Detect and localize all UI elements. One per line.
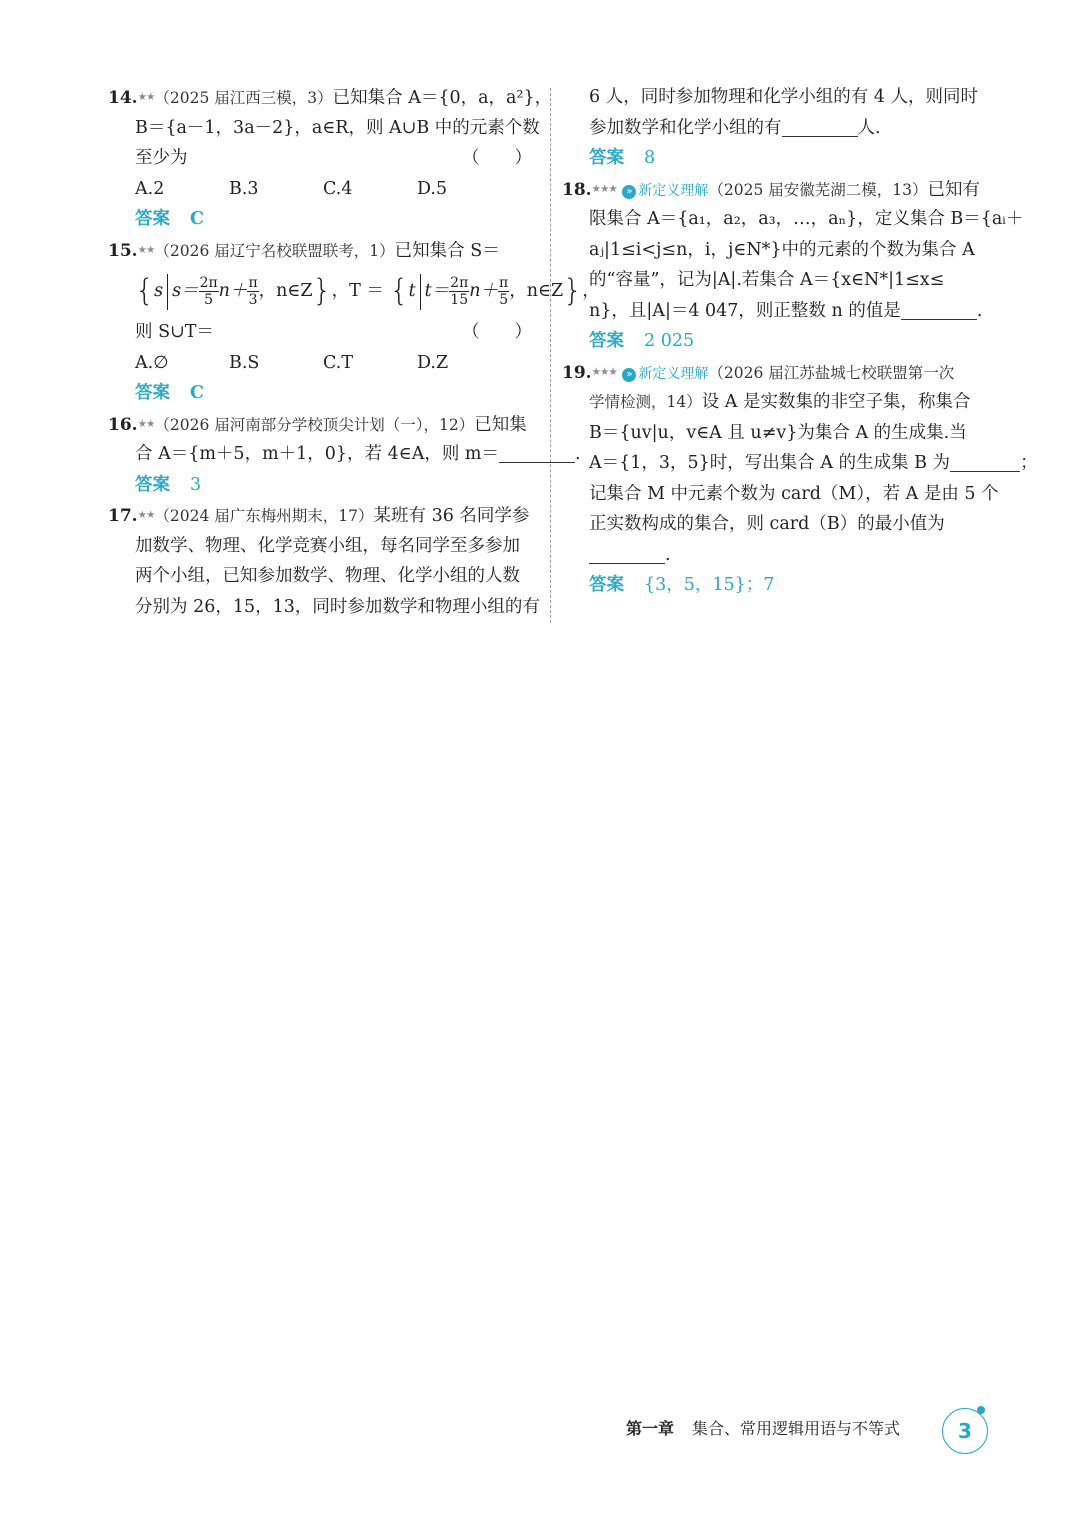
right-column — [562, 82, 1038, 601]
topic-tag-label: 新定义理解 — [638, 365, 709, 382]
double-chevron-icon: » — [622, 185, 636, 199]
answer-row — [562, 326, 992, 357]
fill-blank — [901, 299, 977, 320]
choice-list — [108, 174, 538, 205]
question-text: 6 人，同时参加物理和化学小组的有 4 人，则同时 — [589, 87, 978, 107]
difficulty-stars: ★★★ — [591, 182, 617, 195]
set-variable: t — [408, 281, 416, 301]
fill-blank — [782, 116, 858, 137]
answer-row — [562, 570, 992, 601]
question-source: （2026 届辽宁名校联盟联考，1） — [154, 241, 395, 260]
sentence-end: . — [575, 444, 581, 464]
chapter-title: 集合、常用逻辑用语与不等式 — [692, 1419, 901, 1438]
answer-value: C — [190, 209, 204, 229]
answer-label: 答案 — [135, 209, 170, 229]
choice-b: B.3 — [229, 178, 259, 199]
choice-c: C.T — [323, 352, 354, 373]
choice-b: B.S — [229, 352, 260, 373]
answer-value: {3，5，15}；7 — [644, 575, 775, 595]
difficulty-stars: ★★ — [137, 243, 155, 256]
question-number: 17. — [108, 506, 138, 526]
question-number: 18. — [562, 179, 592, 200]
question-text: 已知集合 S＝ — [394, 240, 500, 261]
question-17 — [108, 500, 538, 622]
set-definition-line: {s s＝ $\frac{2\pi}{5}$ n＋ $\frac{\pi}{3}$ ，n∈Z}，T ＝ {t t＝ $\frac{2\pi}{15}$ n＋ $\frac{\pi}{5}$ ，n∈Z}， — [135, 273, 600, 309]
difficulty-stars: ★★ — [137, 509, 155, 521]
question-text: 则 S∪T＝ — [135, 322, 214, 342]
question-text: 合 A＝{m＋5，m＋1，0}，若 4∈A，则 m＝ — [135, 444, 500, 464]
question-text: 记集合 M 中元素个数为 card（M），若 A 是由 5 个 — [589, 483, 999, 504]
set-eq: s＝ — [172, 281, 199, 301]
choice-a: A.2 — [135, 178, 165, 199]
topic-tag — [622, 176, 708, 207]
answer-label: 答案 — [589, 575, 624, 595]
question-source: （2025 届江西三模，3） — [154, 89, 333, 107]
sentence-end: 人. — [857, 117, 881, 138]
question-text: B＝{a－1，3a－2}，a∈R，则 A∪B 中的元素个数 — [135, 117, 540, 138]
question-text: A＝{1，3，5}时，写出集合 A 的生成集 B 为 — [589, 453, 951, 473]
set-bar — [420, 274, 421, 310]
question-text: 参加数学和化学小组的有 — [589, 117, 782, 138]
choice-d: D.Z — [417, 352, 449, 373]
fill-blank — [950, 451, 1020, 472]
left-brace: { — [389, 273, 409, 309]
question-text: 的“容量”，记为|A|.若集合 A＝{x∈N*|1≤x≤ — [589, 270, 945, 290]
set-condition: ，n∈Z — [258, 281, 313, 301]
answer-parentheses: （ ） — [462, 148, 532, 168]
question-14 — [108, 82, 553, 235]
chapter-label: 第一章 — [626, 1419, 675, 1438]
question-text: 已知有 — [927, 179, 981, 200]
question-text: 正实数构成的集合，则 card（B）的最小值为 — [589, 514, 945, 534]
answer-value: 3 — [190, 474, 202, 495]
question-text: 限集合 A＝{a₁，a₂，a₃，…，aₙ}，定义集合 B＝{aᵢ＋ — [589, 209, 1024, 229]
fraction: $\frac{\pi}{5}$ — [499, 275, 509, 308]
answer-value: C — [190, 383, 204, 403]
question-19 — [562, 357, 1038, 601]
sentence-end: . — [665, 544, 671, 565]
question-text: 设 A 是实数集的非空子集，称集合 — [701, 392, 971, 412]
question-source: （2026 届河南部分学校顶尖计划（一），12） — [154, 415, 475, 434]
answer-value: 2 025 — [644, 331, 695, 351]
question-source: （2026 届江苏盐城七校联盟第一次 — [708, 363, 955, 382]
fill-blank — [589, 543, 665, 564]
question-text: 两个小组，已知参加数学、物理、化学小组的人数 — [135, 566, 520, 586]
set-variable: s — [154, 281, 164, 301]
set-eq: t＝ — [424, 281, 450, 301]
choice-c: C.4 — [323, 178, 353, 199]
question-text: 已知集 — [474, 414, 527, 435]
question-number: 16. — [108, 414, 138, 435]
column-divider — [550, 88, 551, 623]
answer-label: 答案 — [589, 331, 624, 351]
question-16 — [108, 409, 581, 501]
answer-label: 答案 — [135, 383, 170, 403]
choice-d: D.5 — [417, 178, 448, 199]
set-condition: ，n∈Z — [509, 281, 564, 301]
answer-row — [108, 470, 538, 501]
question-text: 已知集合 A＝{0，a，a²}， — [332, 88, 553, 108]
set-bar — [167, 274, 168, 310]
double-chevron-icon: » — [622, 368, 636, 382]
question-text: n}，且|A|＝4 047，则正整数 n 的值是 — [589, 300, 901, 321]
answer-parentheses: （ ） — [462, 322, 532, 342]
left-brace: { — [135, 273, 155, 309]
fraction: $\frac{\pi}{3}$ — [248, 275, 258, 308]
set-term: n＋ — [469, 281, 499, 301]
answer-row — [562, 143, 992, 174]
question-text: 分别为 26，15，13，同时参加数学和物理小组的有 — [135, 596, 540, 617]
question-text: 某班有 36 名同学参 — [373, 506, 530, 526]
sentence-end: ； — [1020, 453, 1038, 473]
difficulty-stars: ★★★ — [591, 365, 617, 378]
set-term: n＋ — [218, 281, 248, 301]
question-text: 至少为 — [135, 148, 188, 168]
page-footer — [626, 1416, 900, 1439]
fraction: $\frac{2\pi}{15}$ — [450, 275, 469, 308]
question-number: 14. — [108, 88, 138, 108]
answer-row — [108, 204, 538, 235]
answer-label: 答案 — [135, 474, 170, 495]
page-dot — [977, 1406, 985, 1414]
answer-value: 8 — [644, 148, 656, 168]
question-17-continued — [562, 82, 992, 174]
sentence-end: . — [976, 300, 983, 321]
right-brace: } — [312, 273, 332, 309]
topic-tag-label: 新定义理解 — [638, 182, 709, 199]
question-text: 加数学、物理、化学竞赛小组，每名同学至多参加 — [135, 535, 520, 556]
set-t-lead: ，T ＝ — [331, 281, 384, 301]
page-number: 3 — [942, 1408, 988, 1454]
question-source: （2024 届广东梅州期末，17） — [154, 507, 374, 525]
difficulty-stars: ★★ — [137, 417, 155, 430]
right-brace: } — [563, 273, 583, 309]
difficulty-stars: ★★ — [137, 91, 155, 103]
question-number: 15. — [108, 240, 138, 261]
topic-tag — [622, 359, 708, 390]
answer-label: 答案 — [589, 148, 624, 168]
choice-a: A.∅ — [135, 352, 169, 373]
question-source: 学情检测，14） — [589, 393, 702, 411]
question-text: aⱼ|1≤i<j≤n，i，j∈N*}中的元素的个数为集合 A — [589, 239, 975, 260]
choice-list — [108, 348, 538, 379]
question-text: B＝{uv|u，v∈A 且 u≠v}为集合 A 的生成集.当 — [589, 422, 967, 443]
question-source: （2025 届安徽芜湖二模，13） — [708, 180, 928, 199]
question-18 — [562, 174, 1024, 357]
fraction: $\frac{2\pi}{5}$ — [199, 275, 218, 308]
question-number: 19. — [562, 362, 592, 383]
answer-row — [108, 378, 538, 409]
